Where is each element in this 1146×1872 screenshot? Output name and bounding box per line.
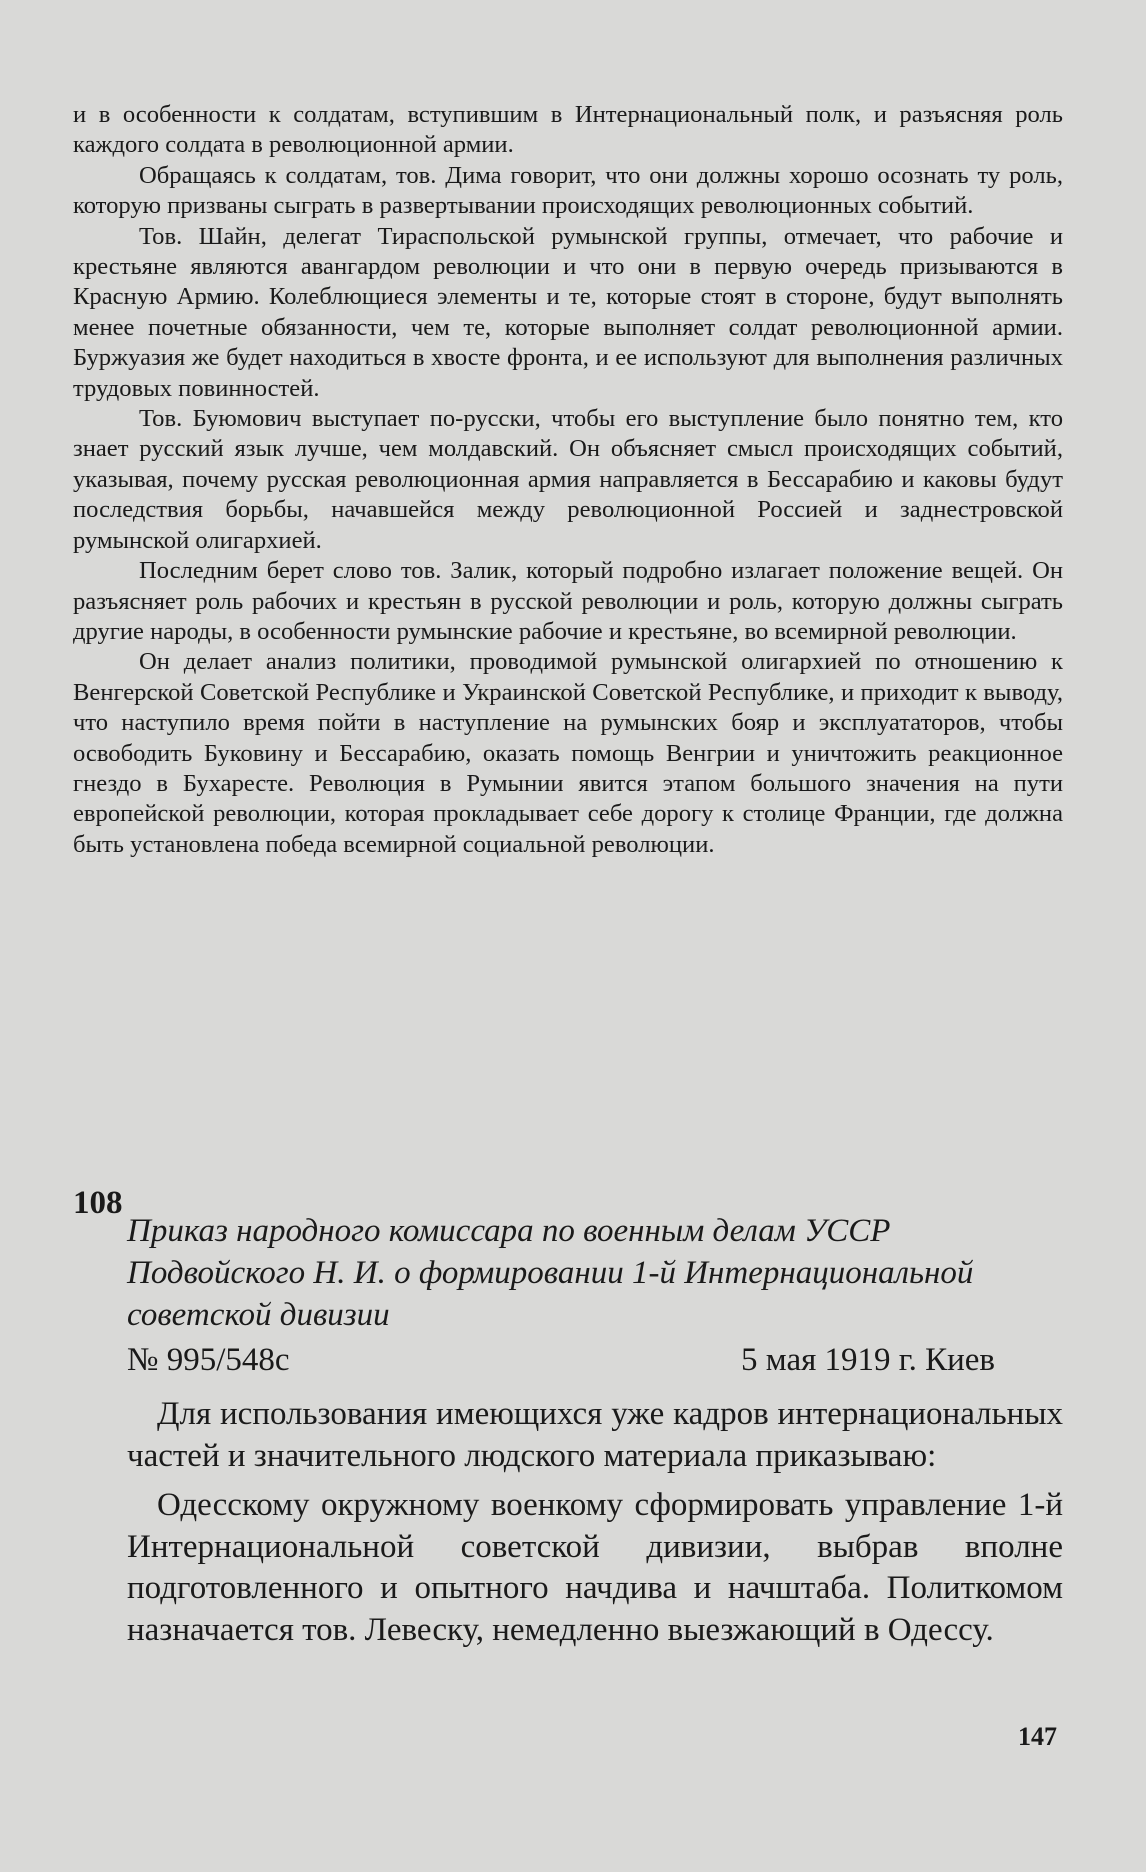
continued-text — [73, 100, 1063, 860]
page-number: 147 — [1018, 1722, 1057, 1751]
order-number: № 995/548с — [127, 1342, 290, 1378]
paragraph: Тов. Шайн, делегат Тираспольской румынской группы, отмечает, что рабочие и крестьяне являются авангардом революции и что они в первую очередь призываются в Красную Армию. Колеблющиеся элементы и те, которые стоят в стороне, будут выполнять менее почетные обязанности, чем те, которые выполняет солдат революционной армии. Буржуазия же будет находиться в хвосте фронта, и ее используют для выполнения различных трудовых повинностей. — [73, 222, 1063, 402]
paragraph: и в особенности к солдатам, вступившим в Интернациональный полк, и разъясняя роль каждого солдата в революционной армии. — [73, 101, 1063, 159]
paragraph: Он делает анализ политики, проводимой румынской олигархией по отношению к Венгерской Советской Республике и Украинской Советской Республике, и приходит к выводу, что наступило время пойти в наступление на румынских бояр и эксплуататоров, чтобы освободить Буковину и Бессарабию, оказать помощь Венгрии и уничтожить реакционное гнездо в Бухаресте. Революция в Румынии явится этапом большого значения на пути европейской революции, которая прокладывает себе дорогу к столице Франции, где должна быть установлена победа всемирной социальной революции. — [73, 648, 1063, 858]
paragraph: Обращаясь к солдатам, тов. Дима говорит, что они должны хорошо осознать ту роль, которую призваны сыграть в развертывании происходящих революционных событий. — [73, 161, 1063, 220]
document-number: 108 — [73, 1185, 123, 1221]
paragraph: Тов. Буюмович выступает по-русски, чтобы его выступление было понятно тем, кто знает русский язык лучше, чем молдавский. Он объясняет смысл происходящих событий, указывая, почему русская революционная армия направляется в Бессарабию и каковы будут последствия борьбы, начавшейся между революционной Россией и заднестровской румынской олигархией. — [73, 405, 1063, 554]
document-meta — [127, 1342, 995, 1379]
paragraph: Последним берет слово тов. Залик, который подробно излагает положение вещей. Он разъясняет роль рабочих и крестьян в русской революции и роль, которую должны сыграть другие народы, в особенности румынские рабочие и крестьяне, во всемирной революции. — [73, 557, 1063, 645]
document-title: Приказ народного комиссара по военным делам УССР Подвойского Н. И. о формировании 1-й Интернациональной советской дивизии — [127, 1213, 974, 1333]
paragraph: Для использования имеющихся уже кадров интернациональных частей и значительного людского материала приказываю: — [127, 1396, 1063, 1474]
date-place: 5 мая 1919 г. Киев — [741, 1342, 995, 1378]
paragraph: Одесскому окружному военкому сформировать управление 1-й Интернациональной советской дивизии, выбрав вполне подготовленного и опытного начдива и начштаба. Политкомом назначается тов. Левеску, немедленно выезжающий в Одессу. — [127, 1487, 1063, 1648]
document-body — [127, 1394, 1063, 1659]
